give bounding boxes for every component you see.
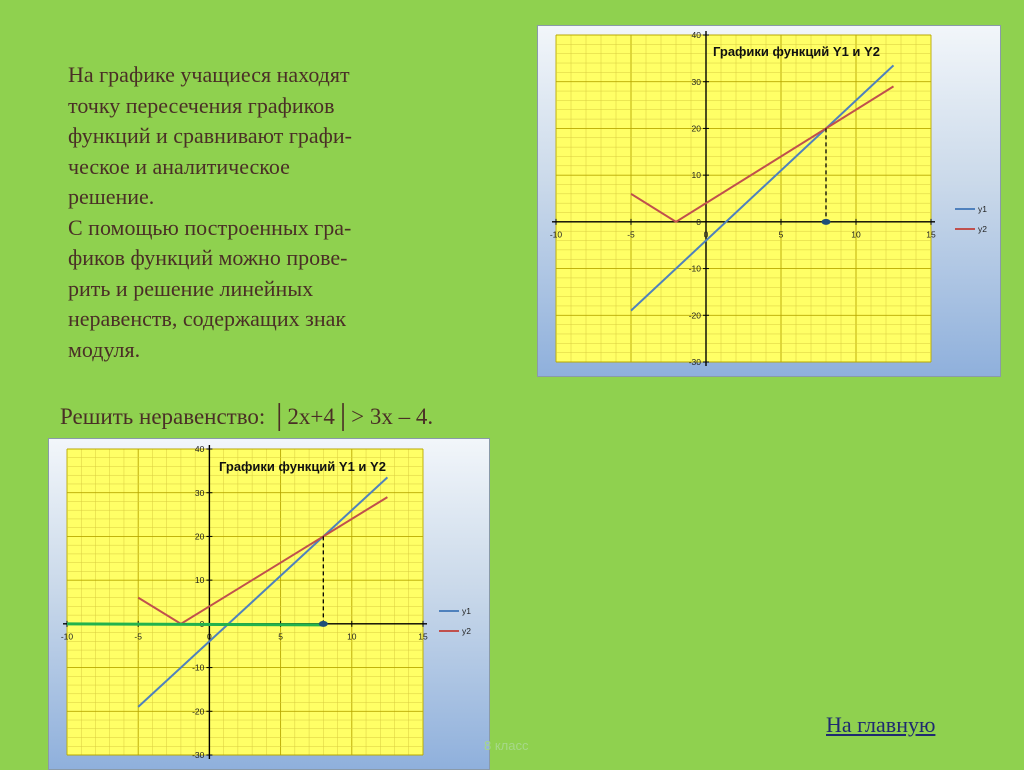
chart1-y-tick-label: -30 bbox=[688, 357, 701, 368]
chart2-x-tick-label: 5 bbox=[278, 631, 283, 642]
chart1-x-tick-label: 10 bbox=[851, 229, 861, 240]
chart-top-svg bbox=[538, 26, 1000, 376]
chart1-y-tick-label: -10 bbox=[688, 263, 701, 274]
chart2-solution-segment bbox=[67, 624, 323, 625]
chart2-x-tick-label: 10 bbox=[347, 631, 357, 642]
chart2-y-tick-label: 30 bbox=[194, 487, 205, 498]
chart1-y-tick-label: -20 bbox=[688, 310, 701, 321]
chart-bottom bbox=[48, 438, 490, 770]
chart2-y-tick-label: -10 bbox=[192, 662, 205, 673]
footer-note: 8 класс bbox=[484, 738, 529, 753]
paragraph-intersection: На графике учащиеся находят точку пересечения графиков функций и сравнивают графи- ческое и аналитическое решение. bbox=[68, 62, 352, 209]
chart2-intersection-marker bbox=[319, 621, 328, 627]
slide-text bbox=[68, 60, 488, 365]
chart1-x-tick-label: 5 bbox=[778, 229, 784, 240]
chart1-legend-label-y2: y2 bbox=[978, 224, 987, 234]
chart2-legend-label-y1: y1 bbox=[462, 606, 471, 616]
chart1-y-tick-label: 0 bbox=[696, 216, 701, 227]
chart1-x-tick-label: -5 bbox=[627, 229, 635, 240]
chart2-x-tick-label: 0 bbox=[207, 631, 212, 642]
chart1-y-tick-label: 20 bbox=[691, 123, 701, 134]
chart-bottom-svg bbox=[49, 439, 489, 769]
chart1-title: Графики функций Y1 и Y2 bbox=[713, 44, 880, 59]
chart2-x-tick-label: -5 bbox=[134, 631, 142, 642]
chart1-x-tick-label: 0 bbox=[703, 229, 709, 240]
home-link[interactable]: На главную bbox=[826, 712, 936, 737]
chart2-y-tick-label: -30 bbox=[192, 750, 205, 761]
chart1-legend-label-y1: y1 bbox=[978, 204, 987, 214]
task-statement: Решить неравенство: │2x+4│> 3x – 4. bbox=[60, 404, 434, 429]
chart1-y-tick-label: 40 bbox=[691, 30, 701, 41]
chart-top bbox=[537, 25, 1001, 377]
chart1-x-tick-label: 15 bbox=[926, 229, 936, 240]
chart2-y-tick-label: -20 bbox=[192, 706, 205, 717]
chart1-y-tick-label: 30 bbox=[691, 76, 701, 87]
chart1-x-tick-label: -10 bbox=[549, 229, 563, 240]
chart2-y-tick-label: 10 bbox=[194, 575, 205, 586]
chart2-title: Графики функций Y1 и Y2 bbox=[219, 459, 386, 474]
chart1-intersection-marker bbox=[822, 219, 831, 225]
paragraph-inequalities: С помощью построенных гра- фиков функций можно прове- рить и решение линейных неравенств, содержащих знак модуля. bbox=[68, 214, 352, 362]
chart2-x-tick-label: 15 bbox=[418, 631, 428, 642]
chart2-x-tick-label: -10 bbox=[60, 631, 74, 642]
chart1-y-tick-label: 10 bbox=[691, 170, 701, 181]
chart2-y-tick-label: 20 bbox=[194, 531, 205, 542]
chart2-y-tick-label: 40 bbox=[194, 444, 205, 455]
chart2-legend-label-y2: y2 bbox=[462, 626, 471, 636]
